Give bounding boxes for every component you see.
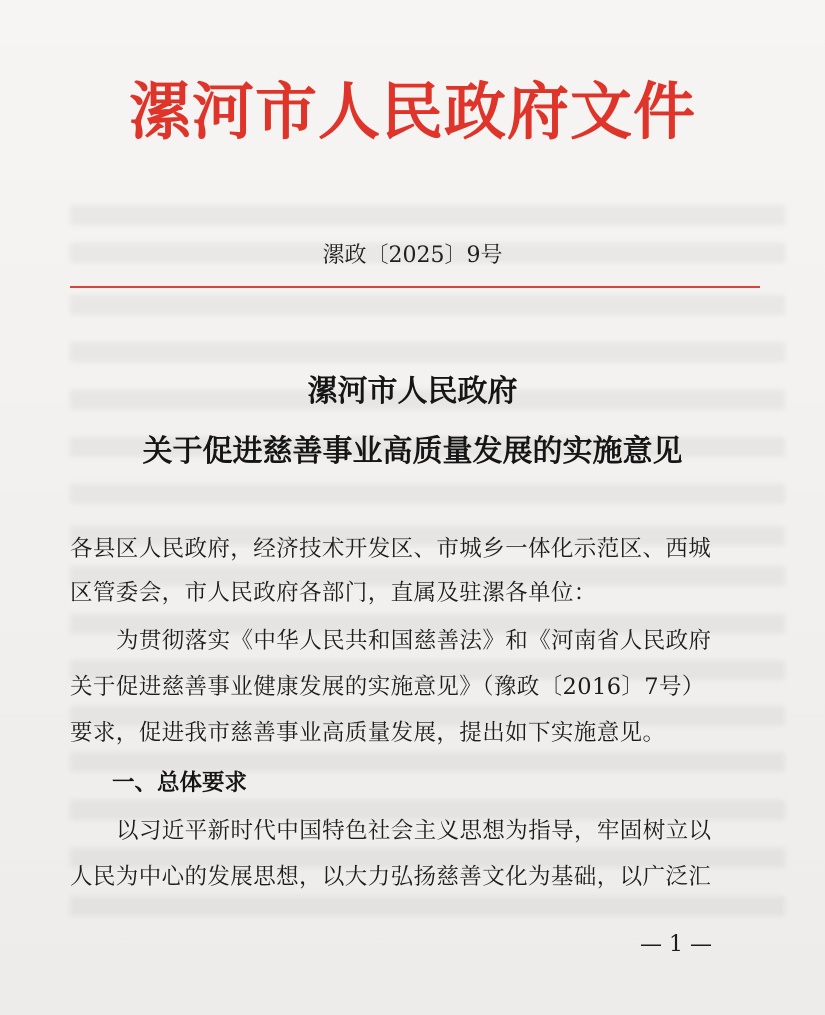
- bleed-through-texture: [70, 205, 785, 225]
- red-divider-line: [70, 286, 760, 288]
- addressee-line: 各县区人民政府，经济技术开发区、市城乡一体化示范区、西城: [70, 536, 712, 562]
- document-header: 漯河市人民政府文件: [128, 75, 696, 148]
- bleed-through-texture: [70, 342, 785, 362]
- bleed-through-texture: [70, 484, 785, 504]
- addressee-line: 区管委会，市人民政府各部门，直属及驻漯各单位：: [70, 580, 597, 606]
- intro-paragraph-line: 为贯彻落实《中华人民共和国慈善法》和《河南省人民政府: [116, 628, 712, 654]
- section-paragraph-line: 以习近平新时代中国特色社会主义思想为指导，牢固树立以: [116, 818, 712, 844]
- intro-paragraph-line: 要求，促进我市慈善事业高质量发展，提出如下实施意见。: [70, 720, 666, 746]
- page-number: — 1 —: [640, 932, 712, 957]
- section-heading: 一、总体要求: [112, 770, 248, 796]
- bleed-through-texture: [70, 295, 785, 315]
- document-title-line: 漯河市人民政府: [307, 374, 518, 409]
- document-number: 漯政〔2025〕9号: [322, 243, 503, 268]
- bleed-through-texture: [70, 896, 785, 916]
- section-paragraph-line: 人民为中心的发展思想，以大力弘扬慈善文化为基础，以广泛汇: [70, 864, 712, 890]
- document-title-line: 关于促进慈善事业高质量发展的实施意见: [142, 434, 683, 469]
- intro-paragraph-line: 关于促进慈善事业健康发展的实施意见》（豫政〔2016〕7号）: [70, 674, 705, 700]
